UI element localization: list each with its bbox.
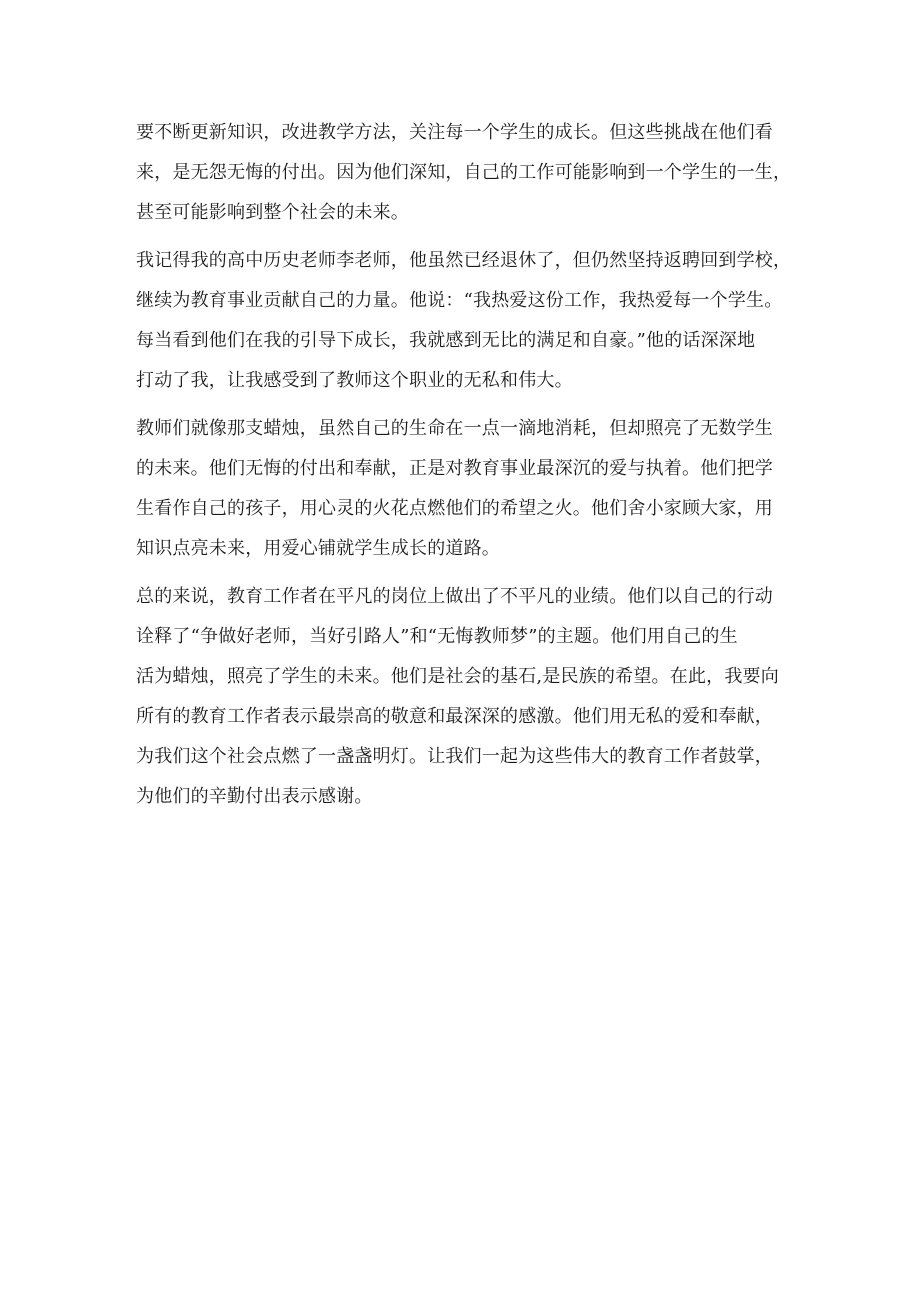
- document-body: [136, 113, 816, 817]
- text-line: 总的来说，教育工作者在平凡的岗位上做出了不平凡的业绩。他们以自己的行动: [136, 586, 773, 607]
- text-line: 教师们就像那支蜡烛，虽然自己的生命在一点一滴地消耗，但却照亮了无数学生: [136, 418, 773, 439]
- paragraph-gap: [136, 569, 816, 577]
- text-line: 生看作自己的孩子，用心灵的火花点燃他们的希望之火。他们舍小家顾大家，用: [136, 498, 773, 519]
- text-line: 继续为教育事业贡献自己的力量。他说：“我热爱这份工作，我热爱每一个学生。: [136, 290, 783, 311]
- text-line: 要不断更新知识，改进教学方法，关注每一个学生的成长。但这些挑战在他们看: [136, 122, 773, 143]
- text-line: 的未来。他们无悔的付出和奉献，正是对教育事业最深沉的爱与执着。他们把学: [136, 458, 773, 479]
- paragraph: [136, 577, 816, 817]
- text-line: 来，是无怨无悔的付出。因为他们深知，自己的工作可能影响到一个学生的一生，: [136, 162, 792, 183]
- paragraph: [136, 409, 816, 569]
- text-line: 为我们这个社会点燃了一盏盏明灯。让我们一起为这些伟大的教育工作者鼓掌，: [136, 746, 773, 767]
- text-line: 诠释了“争做好老师，当好引路人”和“无悔教师梦”的主题。他们用自己的生: [136, 626, 738, 647]
- text-line: 为他们的辛勤付出表示感谢。: [136, 786, 373, 807]
- text-line: 所有的教育工作者表示最崇高的敬意和最深深的感激。他们用无私的爱和奉献，: [136, 706, 773, 727]
- text-line: 知识点亮未来，用爱心铺就学生成长的道路。: [136, 538, 500, 559]
- text-line: 我记得我的高中历史老师李老师，他虽然已经退休了，但仍然坚持返聘回到学校，: [136, 250, 792, 271]
- paragraph-gap: [136, 233, 816, 241]
- text-line: 活为蜡烛，照亮了学生的未来。他们是社会的基石,是民族的希望。在此，我要向: [136, 666, 779, 687]
- paragraph-gap: [136, 401, 816, 409]
- text-line: 每当看到他们在我的引导下成长，我就感到无比的满足和自豪。”他的话深深地: [136, 330, 756, 351]
- text-line: 打动了我，让我感受到了教师这个职业的无私和伟大。: [136, 370, 573, 391]
- paragraph: [136, 113, 816, 233]
- text-line: 甚至可能影响到整个社会的未来。: [136, 202, 409, 223]
- paragraph: [136, 241, 816, 401]
